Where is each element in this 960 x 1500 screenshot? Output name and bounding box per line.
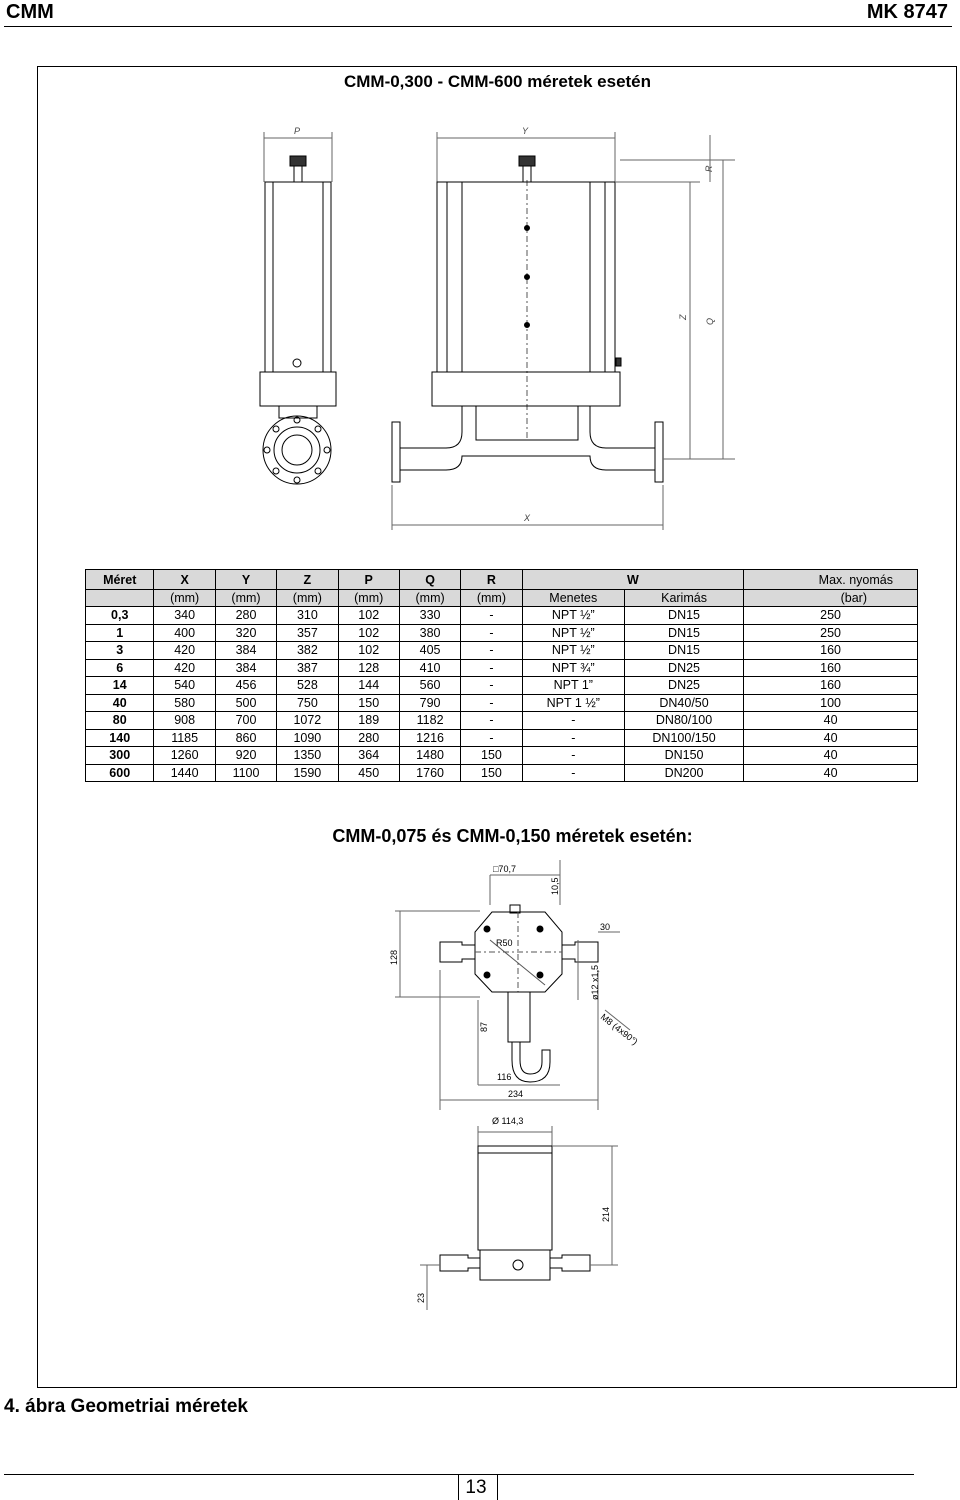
table-row	[86, 624, 918, 642]
table-cell: 1590	[277, 764, 338, 782]
table-row	[86, 729, 918, 747]
table-cell: 920	[215, 747, 276, 765]
size-cell: 140	[86, 729, 154, 747]
dim-23-label: 23	[416, 1292, 426, 1303]
table-cell: DN200	[624, 764, 743, 782]
dim-30-label: 30	[600, 922, 611, 932]
unit-cell: (mm)	[215, 590, 276, 607]
table-cell: -	[522, 764, 624, 782]
unit-cell: (mm)	[338, 590, 399, 607]
table-cell: NPT ¾”	[522, 659, 624, 677]
table-cell: -	[522, 729, 624, 747]
table-cell: 1090	[277, 729, 338, 747]
unit-cell	[86, 590, 154, 607]
table-cell: 189	[338, 712, 399, 730]
table-cell: 384	[215, 659, 276, 677]
table-cell: 1480	[399, 747, 460, 765]
table-cell: 150	[461, 764, 522, 782]
table-cell: -	[461, 677, 522, 695]
table-cell: 1182	[399, 712, 460, 730]
table-cell: DN25	[624, 659, 743, 677]
dim-m8-label: M8 (4x90°)	[598, 1011, 640, 1047]
figure-caption: 4. ábra Geometriai méretek	[4, 1396, 248, 1417]
dim-square-label: □70,7	[493, 864, 516, 874]
dim-q-label: Q	[705, 317, 715, 325]
size-cell: 0,3	[86, 607, 154, 625]
table-cell: 580	[154, 694, 215, 712]
table-cell: 40	[744, 729, 918, 747]
table-cell: 1760	[399, 764, 460, 782]
table-cell: -	[461, 624, 522, 642]
table-cell: 150	[338, 694, 399, 712]
table-cell: 40	[744, 747, 918, 765]
dim-z-label: Z	[678, 314, 688, 320]
table-cell: -	[461, 659, 522, 677]
dim-x-label: X	[524, 513, 531, 523]
page-number: 13	[465, 1477, 487, 1498]
dimension-table-body	[86, 570, 918, 782]
size-cell: 1	[86, 624, 154, 642]
dim-234-label: 234	[508, 1089, 524, 1099]
table-row	[86, 712, 918, 730]
table-cell: 1260	[154, 747, 215, 765]
table-cell: 456	[215, 677, 276, 695]
size-cell: 6	[86, 659, 154, 677]
table-cell: 382	[277, 642, 338, 660]
table-cell: 1072	[277, 712, 338, 730]
table-cell: 150	[461, 747, 522, 765]
table-cell: 700	[215, 712, 276, 730]
table-cell: NPT ½”	[522, 642, 624, 660]
small-unit-side-view	[420, 1126, 618, 1310]
header-doc-code: MK 8747	[866, 1, 948, 23]
col-header: P	[338, 570, 399, 590]
table-cell: DN15	[624, 607, 743, 625]
unit-cell: (mm)	[154, 590, 215, 607]
col-header: Z	[277, 570, 338, 590]
col-header: X	[154, 570, 215, 590]
table-cell: NPT ½”	[522, 624, 624, 642]
table-cell: 560	[399, 677, 460, 695]
table-cell: 1100	[215, 764, 276, 782]
col-header: R	[461, 570, 522, 590]
table-cell: DN80/100	[624, 712, 743, 730]
table-cell: 1216	[399, 729, 460, 747]
col-header: Y	[215, 570, 276, 590]
table-cell: -	[522, 747, 624, 765]
unit-cell: (bar)	[744, 590, 918, 607]
table-cell: 750	[277, 694, 338, 712]
table-row	[86, 694, 918, 712]
table-row	[86, 677, 918, 695]
size-cell: 80	[86, 712, 154, 730]
table-cell: -	[461, 712, 522, 730]
table-cell: 384	[215, 642, 276, 660]
dim-diameter-label: Ø 114,3	[492, 1116, 524, 1126]
table-row	[86, 607, 918, 625]
table-cell: 280	[338, 729, 399, 747]
table-cell: 400	[154, 624, 215, 642]
table-cell: 280	[215, 607, 276, 625]
table-cell: 405	[399, 642, 460, 660]
table-cell: 528	[277, 677, 338, 695]
dim-p-label: P	[294, 126, 301, 136]
section1-title: CMM-0,300 - CMM-600 méretek esetén	[343, 72, 652, 91]
table-cell: DN25	[624, 677, 743, 695]
table-cell: 102	[338, 642, 399, 660]
table-cell: 450	[338, 764, 399, 782]
table-cell: 160	[744, 642, 918, 660]
col-header: Max. nyomás	[744, 570, 918, 590]
dim-10-5-label: 10,5	[550, 877, 560, 895]
table-cell: -	[522, 712, 624, 730]
section2-title: CMM-0,075 és CMM-0,150 méretek esetén:	[332, 826, 693, 846]
table-cell: 144	[338, 677, 399, 695]
table-cell: 420	[154, 659, 215, 677]
table-cell: NPT 1”	[522, 677, 624, 695]
table-cell: 310	[277, 607, 338, 625]
side-view-drawing	[260, 132, 336, 484]
table-cell: 330	[399, 607, 460, 625]
size-cell: 3	[86, 642, 154, 660]
table-cell: 1440	[154, 764, 215, 782]
table-cell: DN100/150	[624, 729, 743, 747]
table-cell: -	[461, 694, 522, 712]
size-cell: 14	[86, 677, 154, 695]
dim-116-label: 116	[497, 1072, 512, 1082]
table-cell: 340	[154, 607, 215, 625]
unit-cell: (mm)	[461, 590, 522, 607]
table-cell: DN15	[624, 642, 743, 660]
size-cell: 40	[86, 694, 154, 712]
table-cell: 160	[744, 659, 918, 677]
size-cell: 600	[86, 764, 154, 782]
table-cell: 1350	[277, 747, 338, 765]
header-product: CMM	[6, 1, 54, 23]
dim-r-label: R	[704, 165, 714, 172]
table-cell: 357	[277, 624, 338, 642]
unit-cell: (mm)	[277, 590, 338, 607]
table-row	[86, 642, 918, 660]
table-cell: 500	[215, 694, 276, 712]
table-cell: 410	[399, 659, 460, 677]
table-cell: 790	[399, 694, 460, 712]
table-cell: 40	[744, 764, 918, 782]
table-cell: 1185	[154, 729, 215, 747]
dim-y-label: Y	[522, 126, 529, 136]
table-cell: 250	[744, 607, 918, 625]
table-cell: -	[461, 607, 522, 625]
table-cell: NPT ½”	[522, 607, 624, 625]
table-header-row	[86, 570, 918, 590]
table-cell: -	[461, 642, 522, 660]
table-cell: 860	[215, 729, 276, 747]
table-cell: 540	[154, 677, 215, 695]
table-cell: NPT 1 ½”	[522, 694, 624, 712]
col-header: Q	[399, 570, 460, 590]
table-cell: 128	[338, 659, 399, 677]
table-cell: 102	[338, 607, 399, 625]
table-cell: 320	[215, 624, 276, 642]
dim-214-label: 214	[601, 1206, 611, 1222]
unit-cell: (mm)	[399, 590, 460, 607]
table-cell: 160	[744, 677, 918, 695]
table-row	[86, 659, 918, 677]
dim-r50-label: R50	[496, 938, 513, 948]
unit-cell: Karimás	[624, 590, 743, 607]
front-view-drawing	[392, 132, 735, 530]
unit-cell: Menetes	[522, 590, 624, 607]
table-units-row	[86, 590, 918, 607]
col-header: Méret	[86, 570, 154, 590]
table-row	[86, 747, 918, 765]
table-cell: 102	[338, 624, 399, 642]
size-cell: 300	[86, 747, 154, 765]
table-cell: 387	[277, 659, 338, 677]
dim-87-label: 87	[479, 1021, 489, 1032]
table-cell: 420	[154, 642, 215, 660]
dimension-table	[85, 569, 918, 782]
dim-128-label: 128	[389, 949, 399, 965]
table-cell: DN15	[624, 624, 743, 642]
table-cell: 364	[338, 747, 399, 765]
table-row	[86, 764, 918, 782]
table-cell: 250	[744, 624, 918, 642]
table-cell: DN150	[624, 747, 743, 765]
dim-thread-label: ø12 x1,5	[590, 964, 600, 1000]
table-cell: 380	[399, 624, 460, 642]
col-header: W	[522, 570, 744, 590]
table-cell: -	[461, 729, 522, 747]
table-cell: DN40/50	[624, 694, 743, 712]
table-cell: 100	[744, 694, 918, 712]
table-cell: 908	[154, 712, 215, 730]
table-cell: 40	[744, 712, 918, 730]
